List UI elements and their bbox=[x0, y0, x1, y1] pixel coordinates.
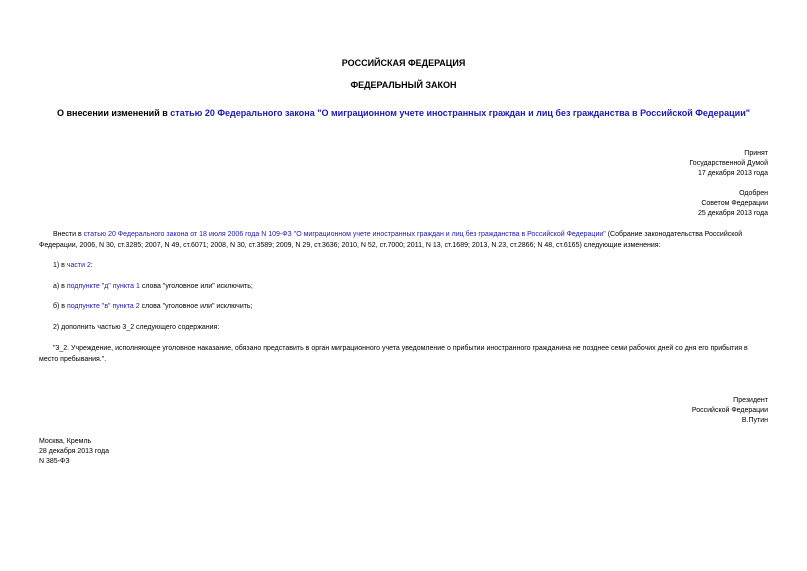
signature-country: Российской Федерации bbox=[691, 407, 768, 414]
item-a-prefix: а) в bbox=[53, 283, 67, 290]
adopted-line: Принят bbox=[744, 150, 768, 157]
law-title-link[interactable]: статью 20 Федерального закона "О миграционном учете иностранных граждан и лиц без гражданства в Российской Федерации" bbox=[170, 108, 751, 118]
intro-paragraph bbox=[39, 230, 768, 251]
adopted-by: Государственной Думой bbox=[689, 160, 768, 167]
item-a-link[interactable]: подпункте "д" пункта 1 bbox=[66, 283, 140, 290]
item-b-prefix: б) в bbox=[53, 303, 67, 310]
item-2: 2) дополнить частью 3_2 следующего содержания: bbox=[53, 324, 220, 331]
signature-title: Президент bbox=[733, 397, 768, 404]
item-1-suffix: : bbox=[90, 262, 93, 269]
place-block bbox=[39, 437, 109, 467]
place-city: Москва, Кремль bbox=[39, 438, 92, 445]
approved-date: 25 декабря 2013 года bbox=[697, 210, 768, 217]
item-1-prefix: 1) в bbox=[53, 262, 67, 269]
quote-paragraph: "3_2. Учреждение, исполняющее уголовное наказание, обязано представить в орган миграционного учета уведомление о прибытии иностранного гражданина не позднее семи рабочих дней со дня его прибытия в место пребывания.". bbox=[39, 345, 748, 363]
signature-block bbox=[692, 396, 768, 426]
approved-by: Советом Федерации bbox=[701, 200, 768, 207]
item-b bbox=[39, 302, 782, 313]
intro-link[interactable]: статью 20 Федерального закона от 18 июля 2006 года N 109-ФЗ "О миграционном учете иностранных граждан и лиц без гражданства в Российской Федерации" bbox=[83, 231, 606, 238]
item-b-link[interactable]: подпункте "в" пункта 2 bbox=[66, 303, 140, 310]
item-b-suffix: слова "уголовное или" исключить; bbox=[139, 303, 253, 310]
approved-block bbox=[698, 189, 768, 219]
item-a bbox=[39, 282, 782, 293]
adopted-date: 17 декабря 2013 года bbox=[697, 170, 768, 177]
approved-line: Одобрен bbox=[739, 190, 768, 197]
law-title bbox=[0, 108, 807, 119]
intro-suffix: (Собрание законодательства Российской Федерации, 2006, N 30, ст.3285; 2007, N 49, ст.6071; 2008, N 30, ст.3589; 2009, N 29, ст.3636; 2010, N 52, ст.7000; 2011, N 13, ст.1689; 2013, N 23, ст.2866; N 48, ст.6165) следующие изменения: bbox=[39, 231, 743, 249]
law-number: N 385-ФЗ bbox=[39, 458, 70, 465]
signature-name: В.Путин bbox=[741, 417, 768, 424]
law-title-prefix: О внесении изменений в bbox=[56, 108, 171, 118]
intro-prefix: Внести в bbox=[53, 231, 84, 238]
item-1 bbox=[39, 261, 782, 272]
item-1-link[interactable]: части 2 bbox=[66, 262, 91, 269]
doc-type-heading: ФЕДЕРАЛЬНЫЙ ЗАКОН bbox=[350, 80, 457, 90]
place-date: 28 декабря 2013 года bbox=[39, 448, 110, 455]
adopted-block bbox=[689, 149, 768, 179]
item-a-suffix: слова "уголовное или" исключить; bbox=[139, 283, 253, 290]
country-heading: РОССИЙСКАЯ ФЕДЕРАЦИЯ bbox=[341, 58, 466, 68]
